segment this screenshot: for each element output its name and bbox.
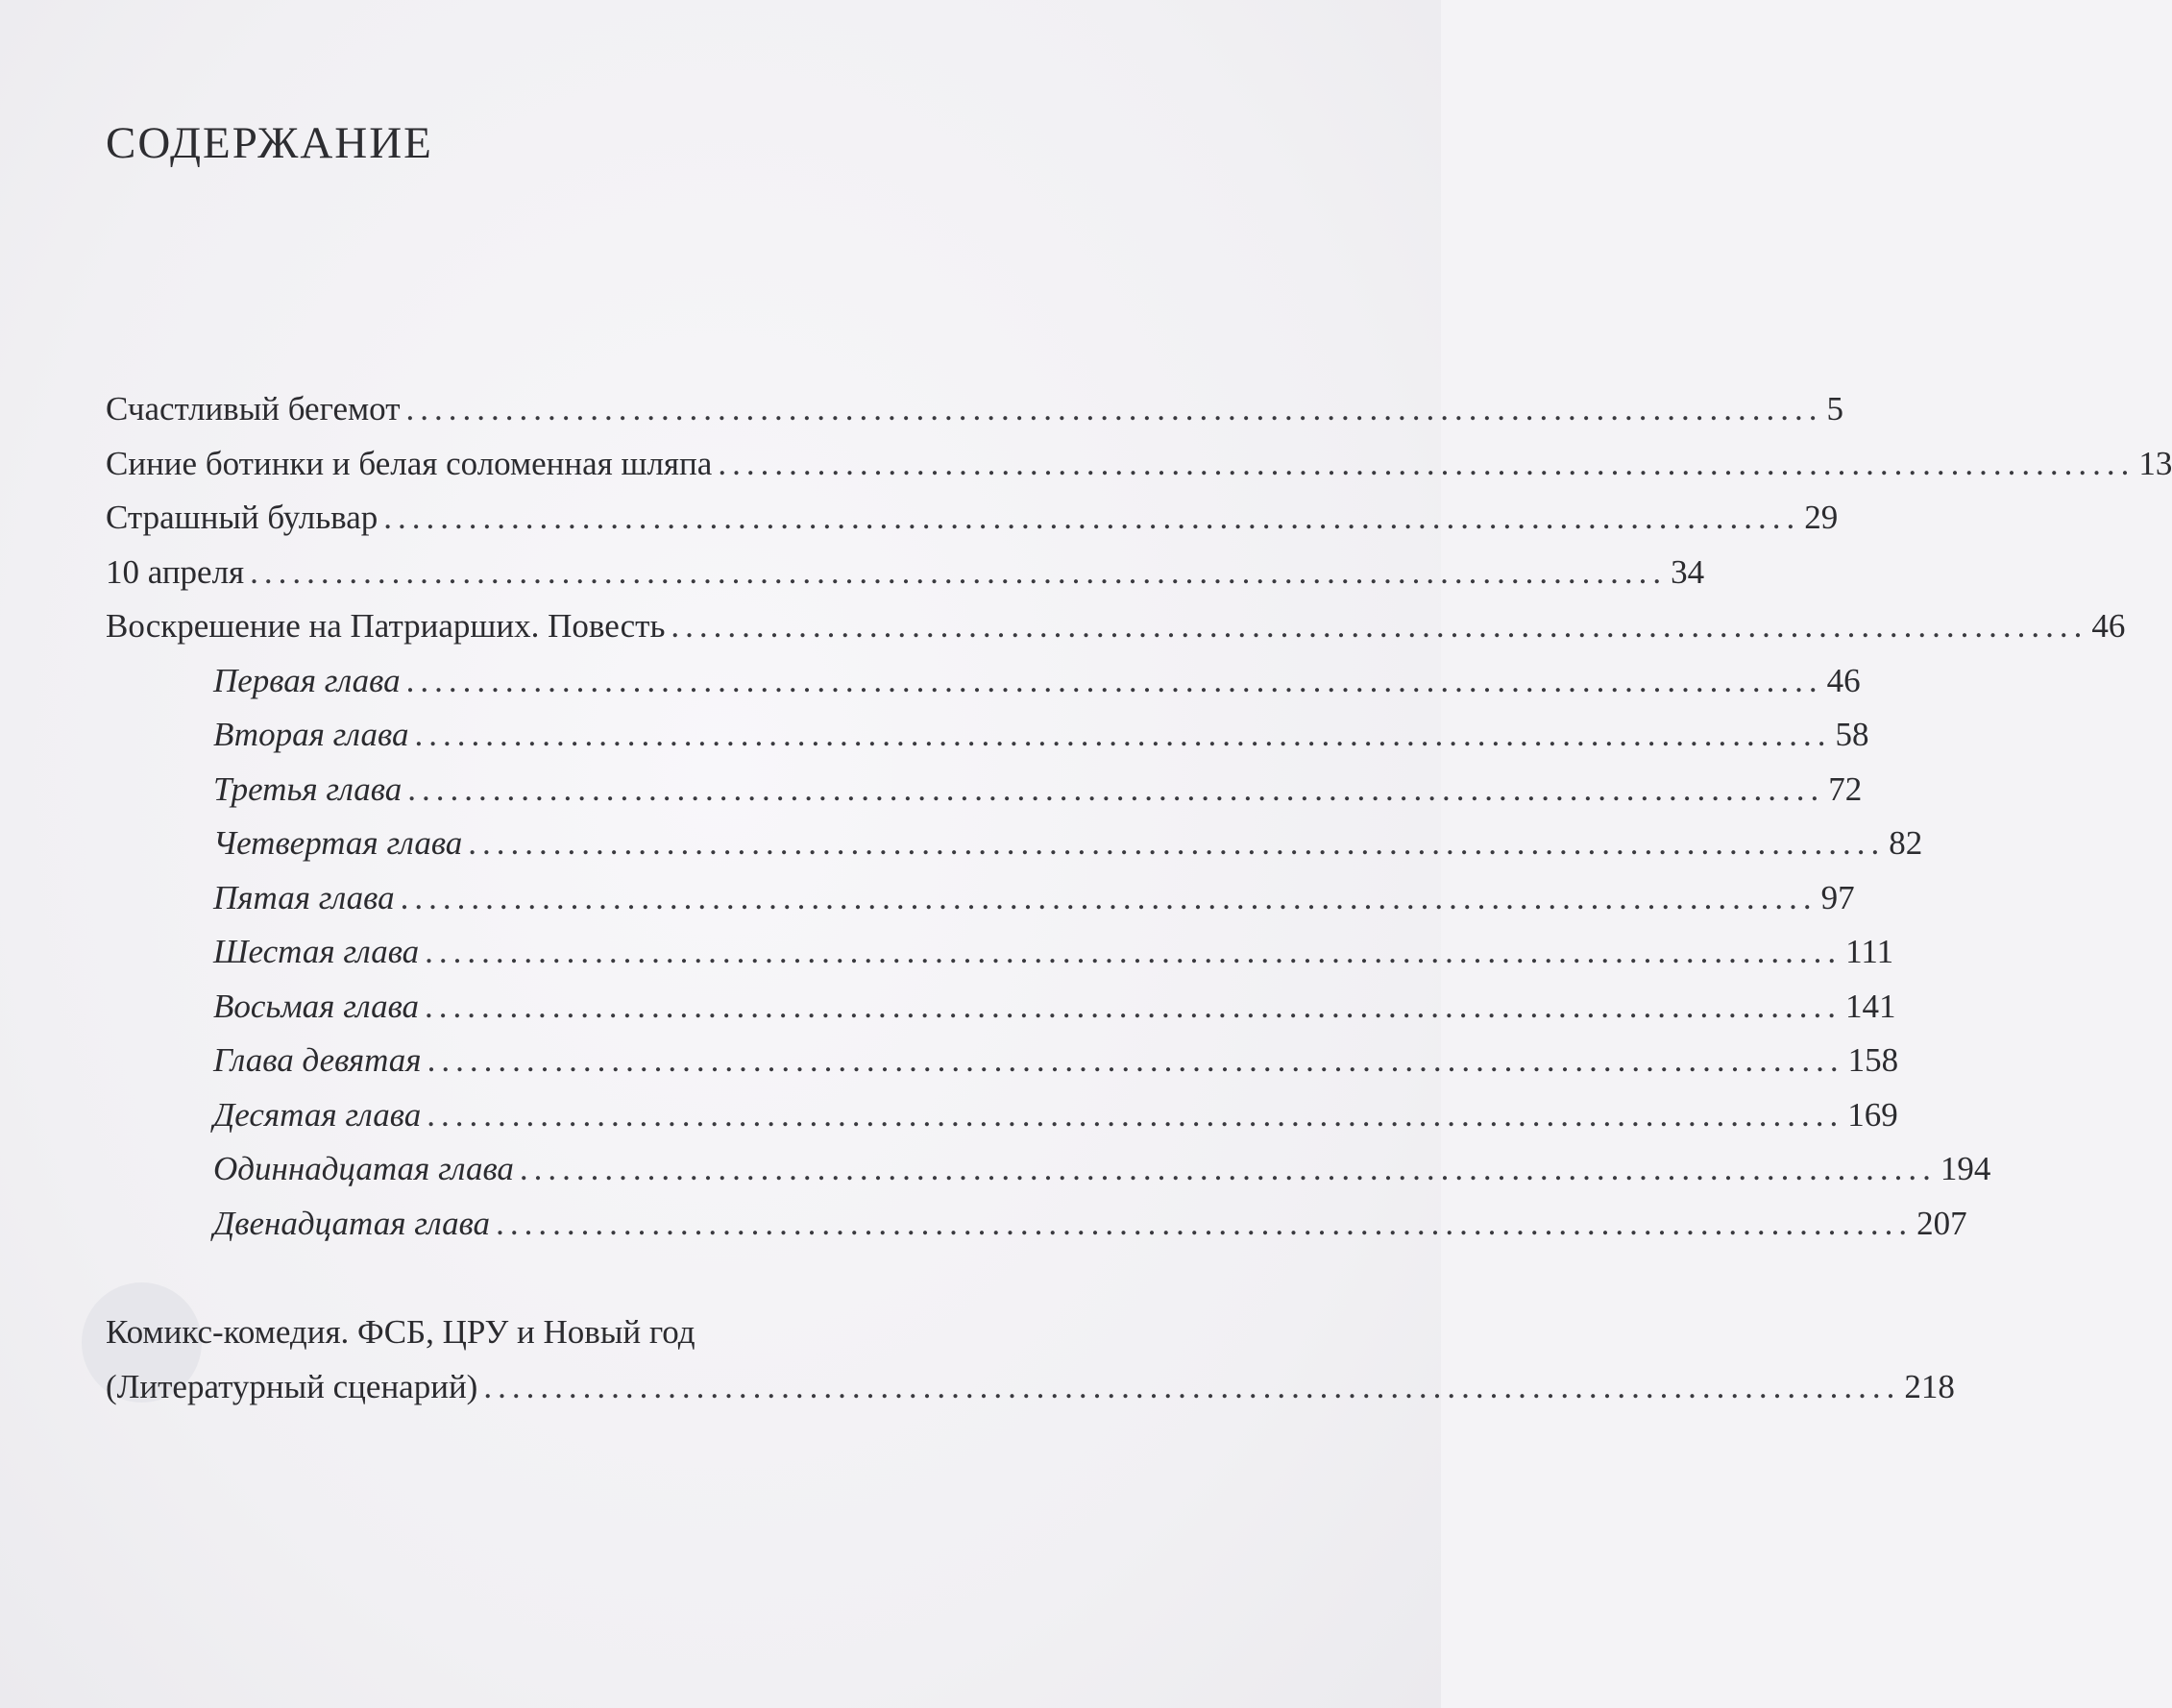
toc-page-number: 158 <box>1847 1041 1899 1079</box>
toc-page-number: 72 <box>1828 769 1863 808</box>
toc-page-number: 82 <box>1889 824 1923 862</box>
toc-entry-label: Счастливый бегемот <box>106 390 401 427</box>
leader-dots: .................................................................................................... <box>468 824 1886 862</box>
toc-entry-label: Комикс-комедия. ФСБ, ЦРУ и Новый год <box>106 1313 696 1351</box>
toc-subentry-chapter-2 <box>106 708 1869 763</box>
leader-dots: .................................................................................................... <box>405 390 1823 427</box>
toc-entry-voskreshenie <box>106 599 2126 654</box>
toc-entry-label: Четвертая глава <box>213 824 463 862</box>
toc-page-number: 46 <box>1826 661 1861 699</box>
toc-entry-label: Первая глава <box>213 661 401 699</box>
toc-page-number: 13 <box>2138 444 2172 482</box>
leader-dots: .................................................................................................... <box>425 933 1843 970</box>
toc-entry-label: Воскрешение на Патриарших. Повесть <box>106 607 666 645</box>
leader-dots: .................................................................................................... <box>400 878 1818 916</box>
toc-entry-label: Страшный бульвар <box>106 499 378 536</box>
toc-page-number: 141 <box>1845 987 1896 1025</box>
leader-dots: .................................................................................................... <box>718 444 2135 482</box>
toc-subentry-chapter-11 <box>106 1142 1991 1197</box>
table-of-contents <box>106 382 2172 1414</box>
leader-dots: .................................................................................................... <box>496 1204 1914 1242</box>
leader-dots: .................................................................................................... <box>427 1041 1844 1079</box>
toc-page-number: 46 <box>2091 607 2126 645</box>
toc-entry-strashnyi-bulvar <box>106 491 1839 546</box>
toc-page-number: 29 <box>1804 499 1839 536</box>
toc-subentry-chapter-4 <box>106 817 1923 871</box>
toc-page-number: 34 <box>1671 552 1705 591</box>
toc-entry-label: Глава девятая <box>213 1041 422 1079</box>
leader-dots: .................................................................................................... <box>383 499 1801 536</box>
leader-dots: .................................................................................................... <box>405 661 1823 699</box>
toc-page-number: 97 <box>1820 878 1855 916</box>
toc-subentry-chapter-8 <box>106 980 1896 1035</box>
toc-subentry-chapter-10 <box>106 1088 1898 1143</box>
toc-entry-label: Десятая глава <box>213 1095 422 1134</box>
toc-entry-label: Шестая глава <box>213 933 420 970</box>
leader-dots: .................................................................................................... <box>250 552 1668 591</box>
toc-subentry-chapter-5 <box>106 871 1855 926</box>
toc-entry-komiks-line2 <box>106 1360 1955 1415</box>
toc-subentry-chapter-12 <box>106 1197 1967 1252</box>
toc-entry-label: Одиннадцатая глава <box>213 1150 514 1187</box>
toc-entry-label-continued: (Литературный сценарий) <box>106 1367 478 1405</box>
toc-entry-label: Двенадцатая глава <box>213 1204 491 1242</box>
toc-entry-schastlivyi-begemot <box>106 382 1843 437</box>
toc-subentry-chapter-3 <box>106 763 1863 817</box>
toc-page-number: 194 <box>1940 1150 1991 1187</box>
toc-page-number: 169 <box>1847 1095 1898 1134</box>
toc-page-number: 5 <box>1826 390 1843 427</box>
toc-entry-komiks-line1 <box>106 1305 1319 1360</box>
toc-entry-label: Синие ботинки и белая соломенная шляпа <box>106 444 713 482</box>
toc-subentry-chapter-1 <box>106 654 1861 709</box>
leader-dots: .................................................................................................... <box>483 1367 1901 1405</box>
leader-dots: .................................................................................................... <box>427 1095 1844 1134</box>
toc-page-number: 111 <box>1845 933 1894 970</box>
toc-entry-10-aprelya <box>106 546 1705 600</box>
leader-dots: .................................................................................................... <box>414 716 1832 753</box>
leader-dots: .................................................................................................... <box>519 1150 1937 1187</box>
toc-entry-label: 10 апреля <box>106 552 245 591</box>
toc-entry-label: Восьмая глава <box>213 987 420 1025</box>
toc-subentry-chapter-9 <box>106 1034 1899 1088</box>
leader-dots: .................................................................................................... <box>425 987 1843 1025</box>
toc-entry-label: Вторая глава <box>213 716 409 753</box>
leader-dots: .................................................................................................... <box>407 769 1825 808</box>
toc-entry-sinie-botinki <box>106 437 2172 492</box>
toc-entry-label: Пятая глава <box>213 878 395 916</box>
toc-subentry-chapter-6 <box>106 925 1894 980</box>
toc-page-number: 58 <box>1835 716 1869 753</box>
toc-page-number: 218 <box>1904 1367 1955 1405</box>
toc-entry-label: Третья глава <box>213 769 403 808</box>
leader-dots: .................................................................................................... <box>671 607 2088 645</box>
toc-page-number: 207 <box>1916 1204 1967 1242</box>
page-title: СОДЕРЖАНИЕ <box>106 118 433 168</box>
